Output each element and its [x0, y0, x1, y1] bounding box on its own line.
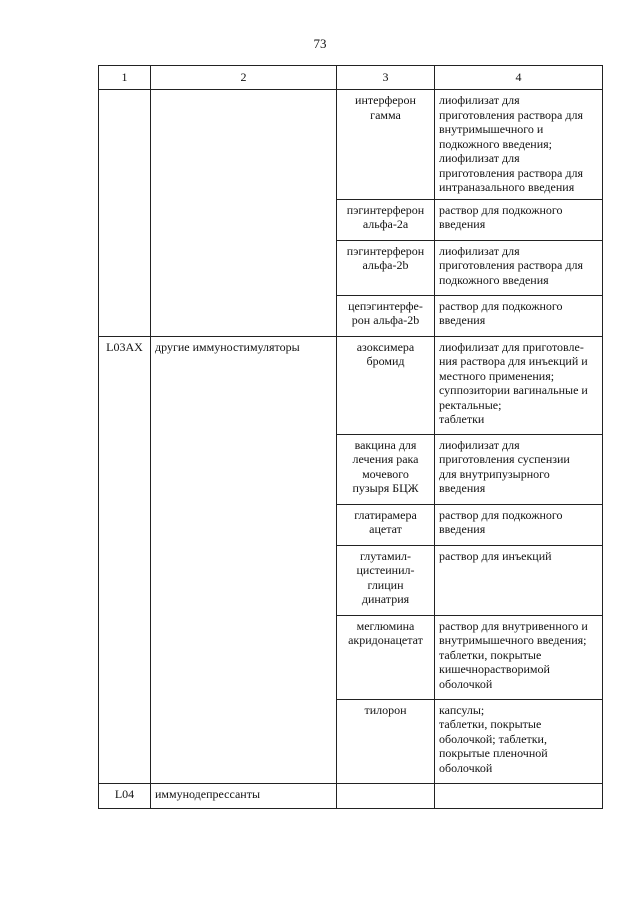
- atc-code-cell: [99, 615, 151, 699]
- dosage-form-cell: [435, 783, 603, 808]
- column-header: 3: [337, 66, 435, 90]
- table-row: [99, 434, 603, 504]
- table-row: [99, 504, 603, 545]
- group-name-cell: [151, 295, 337, 336]
- dosage-form-cell: лиофилизат для приготовления суспензии для внутрипузырного введения: [435, 434, 603, 504]
- substance-cell: пэгинтерферон альфа-2b: [337, 240, 435, 295]
- dosage-form-cell: лиофилизат для приготовления раствора для подкожного введения: [435, 240, 603, 295]
- table-row: [99, 295, 603, 336]
- group-name-cell: [151, 199, 337, 240]
- group-name-cell: [151, 90, 337, 200]
- dosage-form-cell: раствор для подкожного введения: [435, 504, 603, 545]
- atc-code-cell: [99, 199, 151, 240]
- dosage-form-cell: раствор для подкожного введения: [435, 199, 603, 240]
- atc-code-cell: [99, 545, 151, 615]
- table-row: [99, 783, 603, 808]
- medicines-table: [98, 65, 603, 809]
- column-header: 1: [99, 66, 151, 90]
- page-number: 73: [313, 36, 327, 51]
- group-name-cell: другие иммуностимуляторы: [151, 336, 337, 434]
- dosage-form-cell: раствор для подкожного введения: [435, 295, 603, 336]
- table-row: [99, 615, 603, 699]
- group-name-cell: иммунодепрессанты: [151, 783, 337, 808]
- column-header: 4: [435, 66, 603, 90]
- substance-cell: тилорон: [337, 699, 435, 783]
- atc-code-cell: [99, 504, 151, 545]
- atc-code-cell: [99, 90, 151, 200]
- group-name-cell: [151, 240, 337, 295]
- group-name-cell: [151, 434, 337, 504]
- table-row: [99, 240, 603, 295]
- atc-code-cell: [99, 434, 151, 504]
- substance-cell: глатирамера ацетат: [337, 504, 435, 545]
- atc-code-cell: L04: [99, 783, 151, 808]
- column-header-row: [99, 66, 603, 90]
- substance-cell: меглюмина акридонацетат: [337, 615, 435, 699]
- substance-cell: глутамил- цистеинил- глицин динатрия: [337, 545, 435, 615]
- atc-code-cell: L03AX: [99, 336, 151, 434]
- group-name-cell: [151, 699, 337, 783]
- table-row: [99, 336, 603, 434]
- atc-code-cell: [99, 240, 151, 295]
- dosage-form-cell: раствор для внутривенного и внутримышечного введения; таблетки, покрытые кишечнорастворимой оболочкой: [435, 615, 603, 699]
- dosage-form-cell: лиофилизат для приготовле- ния раствора для инъекций и местного применения; суппозитории вагинальные и ректальные; таблетки: [435, 336, 603, 434]
- substance-cell: цепэгинтерфе- рон альфа-2b: [337, 295, 435, 336]
- group-name-cell: [151, 545, 337, 615]
- table-row: [99, 545, 603, 615]
- dosage-form-cell: раствор для инъекций: [435, 545, 603, 615]
- substance-cell: азоксимера бромид: [337, 336, 435, 434]
- atc-code-cell: [99, 295, 151, 336]
- substance-cell: интерферон гамма: [337, 90, 435, 200]
- group-name-cell: [151, 615, 337, 699]
- table-row: [99, 199, 603, 240]
- substance-cell: пэгинтерферон альфа-2а: [337, 199, 435, 240]
- substance-cell: [337, 783, 435, 808]
- table-row: [99, 699, 603, 783]
- atc-code-cell: [99, 699, 151, 783]
- dosage-form-cell: лиофилизат для приготовления раствора для внутримышечного и подкожного введения; лиофилизат для приготовления раствора для интраназального введения: [435, 90, 603, 200]
- substance-cell: вакцина для лечения рака мочевого пузыря БЦЖ: [337, 434, 435, 504]
- table-row: [99, 90, 603, 200]
- column-header: 2: [151, 66, 337, 90]
- group-name-cell: [151, 504, 337, 545]
- dosage-form-cell: капсулы; таблетки, покрытые оболочкой; таблетки, покрытые пленочной оболочкой: [435, 699, 603, 783]
